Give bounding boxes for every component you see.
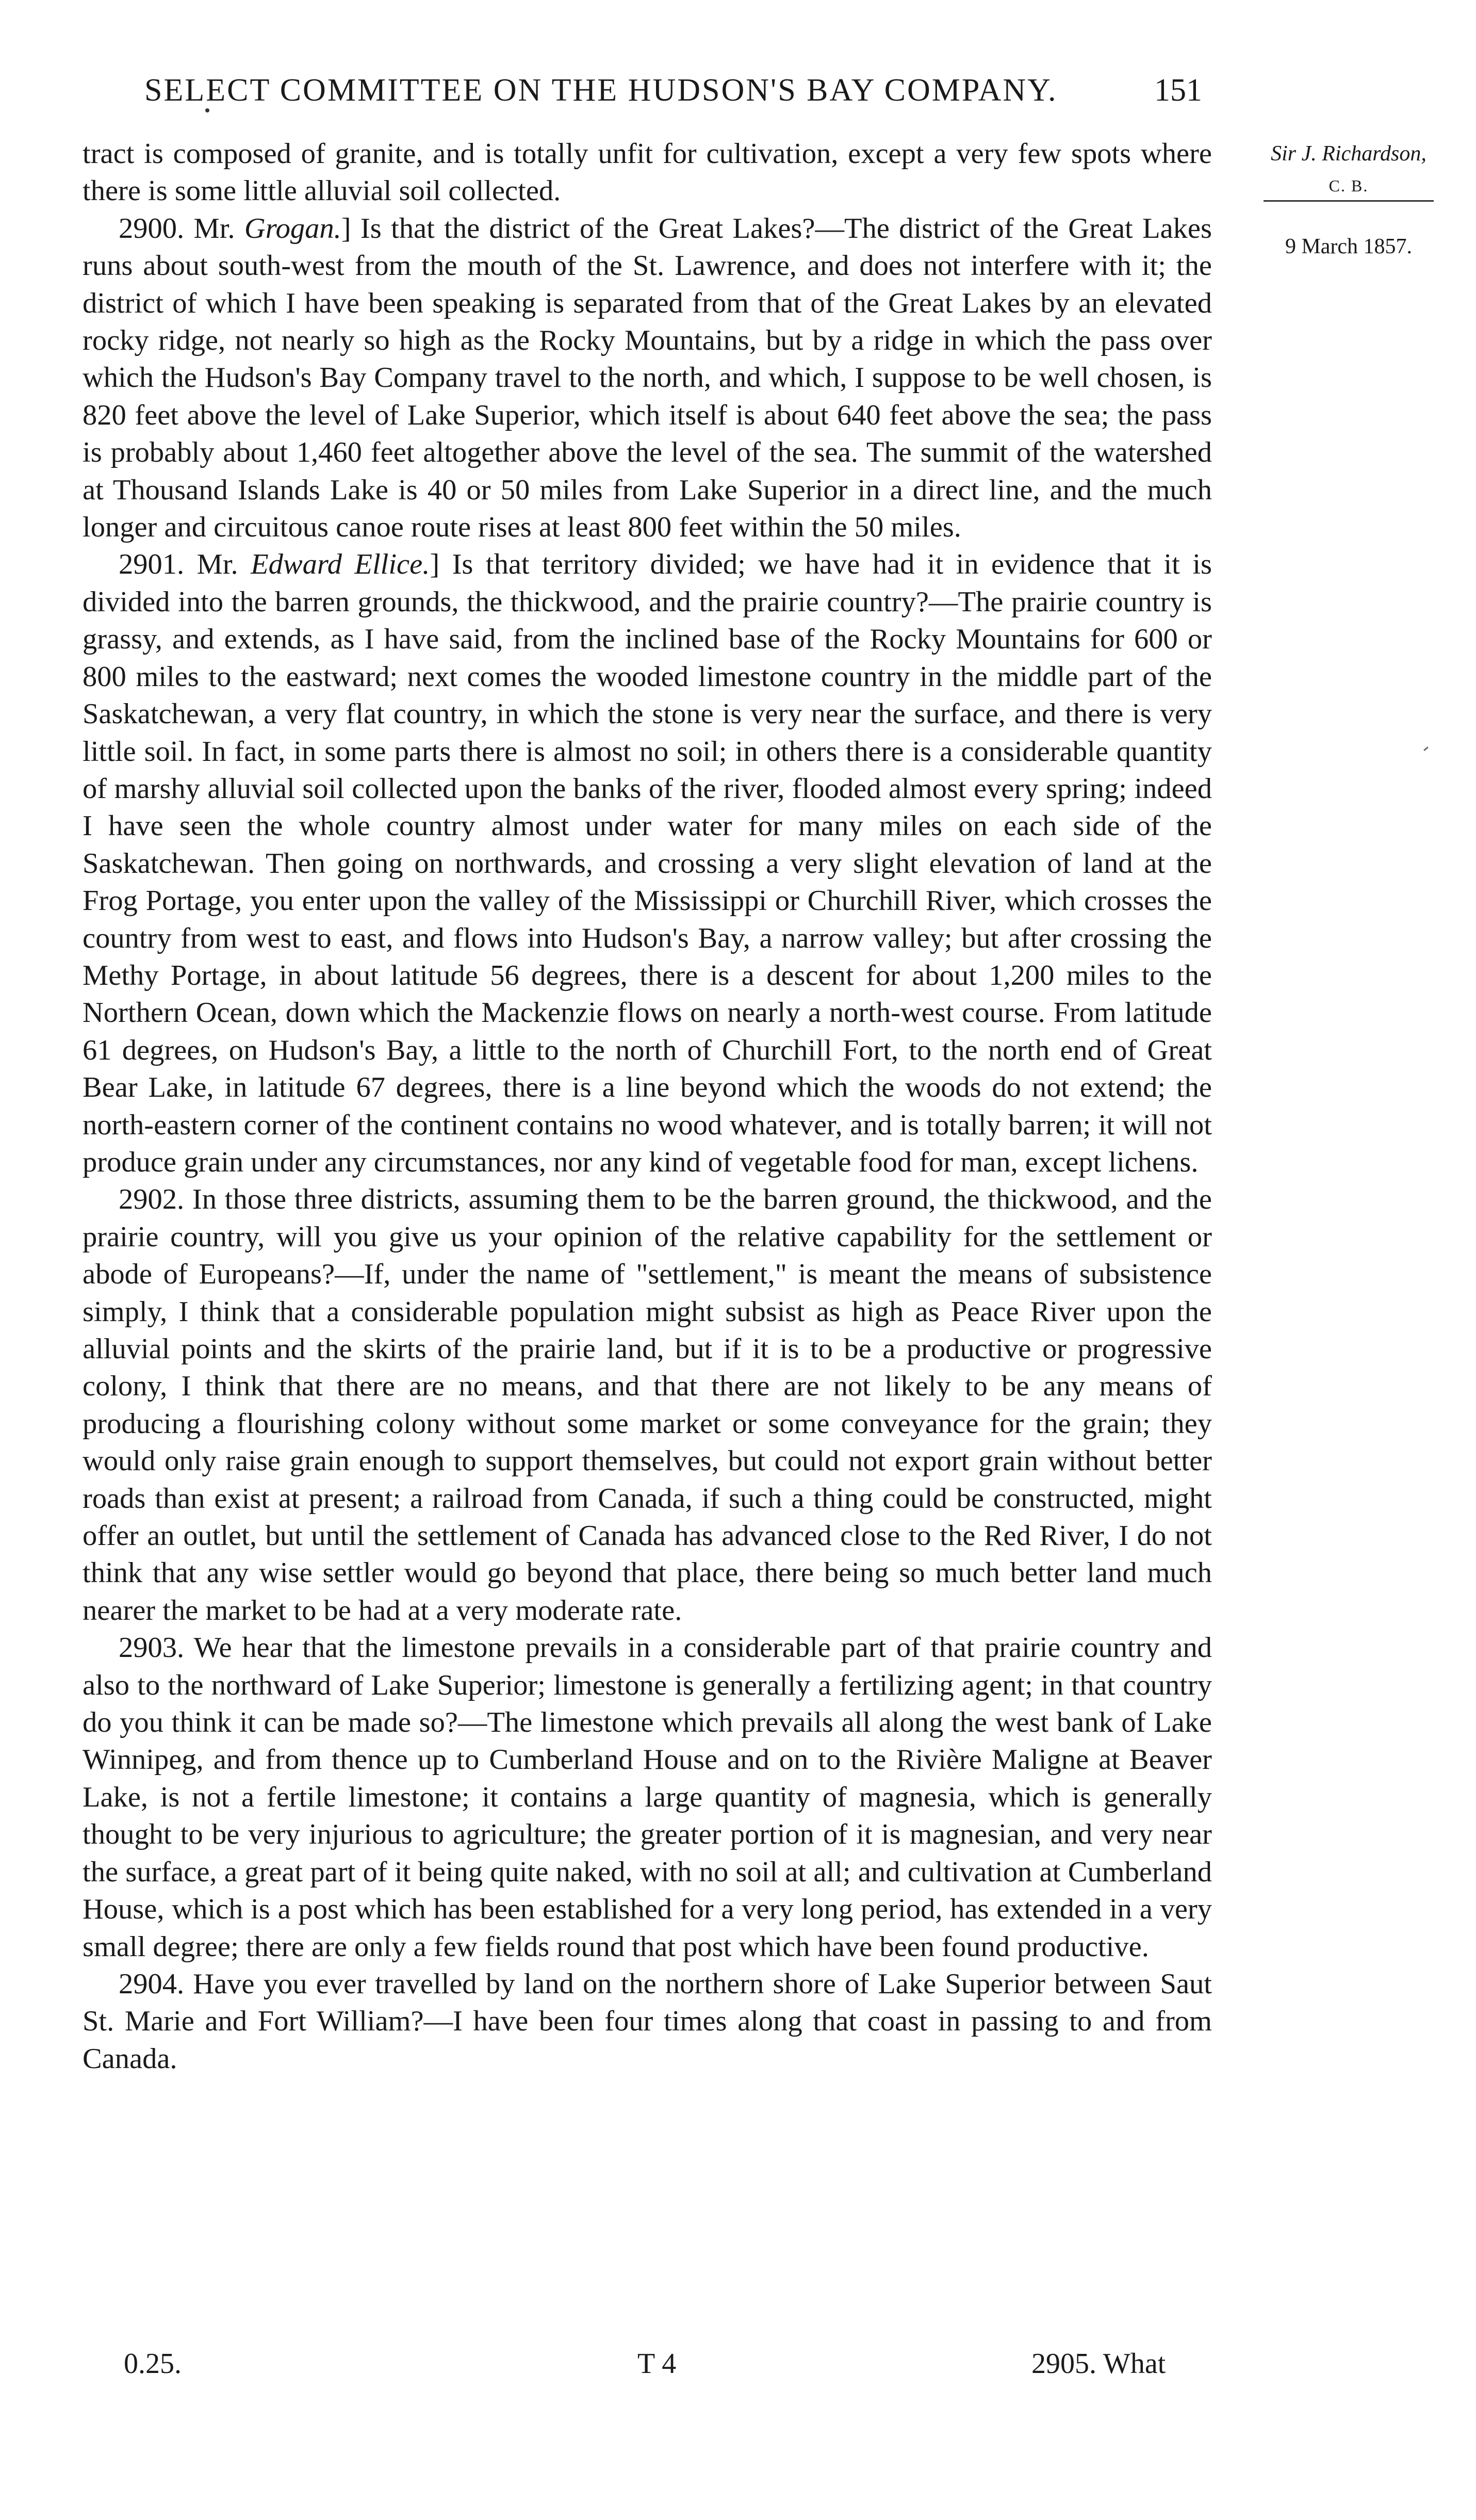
margin-rule	[1264, 200, 1434, 202]
witness-date: 9 March 1857.	[1285, 235, 1413, 258]
paragraph-2902: 2902. In those three districts, assuming them to be the barren ground, the thickwood, and the prairie country, will you give us your opinion of the relative capability for the settlement or abode of Europeans?—If, under the name of "settlement," is meant the means of subsistence simply, I think that a considerable population might subsist as high as Peace River upon the alluvial points and the skirts of the prairie land, but if it is to be a productive or progressive colony, I think that there are no means, and that there are not likely to be any means of producing a flourishing colony without some market or some conveyance for the grain; they would only raise grain enough to support themselves, but could not export grain without better roads than exist at present; a railroad from Canada, if such a thing could be constructed, might offer an outlet, but until the settlement of Canada has advanced close to the Red River, I do not think that any wise settler would go beyond that place, there being so much better land much nearer the market to be had at a very moderate rate.	[83, 1183, 1212, 1627]
paragraph-2901	[83, 546, 1212, 1181]
paragraph-text: ] Is that territory divided; we have had it in evidence that it is divided into the barren grounds, the thickwood, and the prairie country?—The prairie country is grassy, and extends, as I have said, from the inclined base of the Rocky Mountains for 600 or 800 miles to the eastward; next comes the wooded limestone country in the middle part of the Saskatchewan, a very flat country, in which the stone is very near the surface, and there is very little soil. In fact, in some parts there is almost no soil; in others there is a considerable quantity of marshy alluvial soil collected upon the banks of the river, flooded almost every spring; indeed I have seen the whole country almost under water for many miles on each side of the Saskatchewan. Then going on northwards, and crossing a very slight elevation of land at the Frog Portage, you enter upon the valley of the Mississippi or Churchill River, which crosses the country from west to east, and flows into Hudson's Bay, a narrow valley; but after crossing the Methy Portage, in about latitude 56 degrees, there is a descent for about 1,200 miles to the Northern Ocean, down which the Mackenzie flows on nearly a north-west course. From latitude 61 degrees, on Hudson's Bay, a little to the north of Churchill Fort, to the north end of Great Bear Lake, in latitude 67 degrees, there is a line beyond which the woods do not extend; the north-eastern corner of the continent contains no wood whatever, and is totally barren; it will not produce grain under any circumstances, nor any kind of vegetable food for man, except lichens.	[83, 548, 1212, 1178]
speaker-name: Edward Ellice.	[251, 548, 430, 581]
header-title: SELECT COMMITTEE ON THE HUDSON'S BAY COMPANY.	[144, 73, 1058, 108]
page-number: 151	[1154, 73, 1202, 108]
paragraph-2903: 2903. We hear that the limestone prevails in a considerable part of that prairie country and also to the northward of Lake Superior; limestone is generally a fertilizing agent; in that country do you think it can be made so?—The limestone which prevails all along the west bank of Lake Winnipeg, and from thence up to Cumberland House and on to the Rivière Maligne at Beaver Lake, is not a fertile limestone; it contains a large quantity of magnesia, which is generally thought to be very injurious to agriculture; the greater portion of it is magnesian, and very near the surface, a great part of it being quite naked, with no soil at all; and cultivation at Cumberland House, which is a post which has been established for a very long period, has extended in a very small degree; there are only a few fields round that post which have been found productive.	[83, 1632, 1212, 1963]
margin-honours	[1227, 171, 1470, 199]
witness-name: Sir J. Richardson,	[1271, 142, 1426, 166]
witness-honours: C. B.	[1329, 176, 1369, 195]
paragraph-text: ] Is that the district of the Great Lakes?—The district of the Great Lakes runs about south-west from the mouth of the St. Lawrence, and does not interfere with it; the district of which I have been speaking is separated from that of the Great Lakes by an elevated rocky ridge, not nearly so high as the Rocky Mountains, but by a ridge in which the pass over which the Hudson's Bay Company travel to the north, and which, I suppose to be well chosen, is 820 feet above the level of Lake Superior, which itself is about 640 feet above the sea; the pass is probably about 1,460 feet altogether above the level of the sea. The summit of the watershed at Thousand Islands Lake is 40 or 50 miles from Lake Superior in a direct line, and the much longer and circuitous canoe route rises at least 800 feet within the 50 miles.	[83, 212, 1212, 544]
running-header	[144, 72, 1227, 109]
footer-signature: 0.25.	[124, 2348, 182, 2380]
body-text	[83, 135, 1212, 2077]
speaker-name: Grogan.	[244, 212, 341, 245]
footer-catchword: 2905. What	[1031, 2348, 1166, 2380]
paragraph-continuation: tract is composed of granite, and is totally unfit for cultivation, except a very few spots where there is some little alluvial soil collected.	[83, 138, 1212, 207]
question-number: 2900. Mr.	[119, 212, 244, 245]
print-speck	[205, 108, 209, 112]
question-number: 2901. Mr.	[119, 548, 251, 581]
margin-witness	[1227, 140, 1470, 167]
paragraph-2904: 2904. Have you ever travelled by land on the northern shore of Lake Superior between Saut St. Marie and Fort William?—I have been four times along that coast in passing to and from Canada.	[83, 1968, 1212, 2075]
margin-date	[1227, 233, 1470, 260]
footer-sheet-mark: T 4	[637, 2348, 677, 2380]
paragraph-2900	[83, 210, 1212, 546]
print-mark	[1423, 746, 1429, 751]
